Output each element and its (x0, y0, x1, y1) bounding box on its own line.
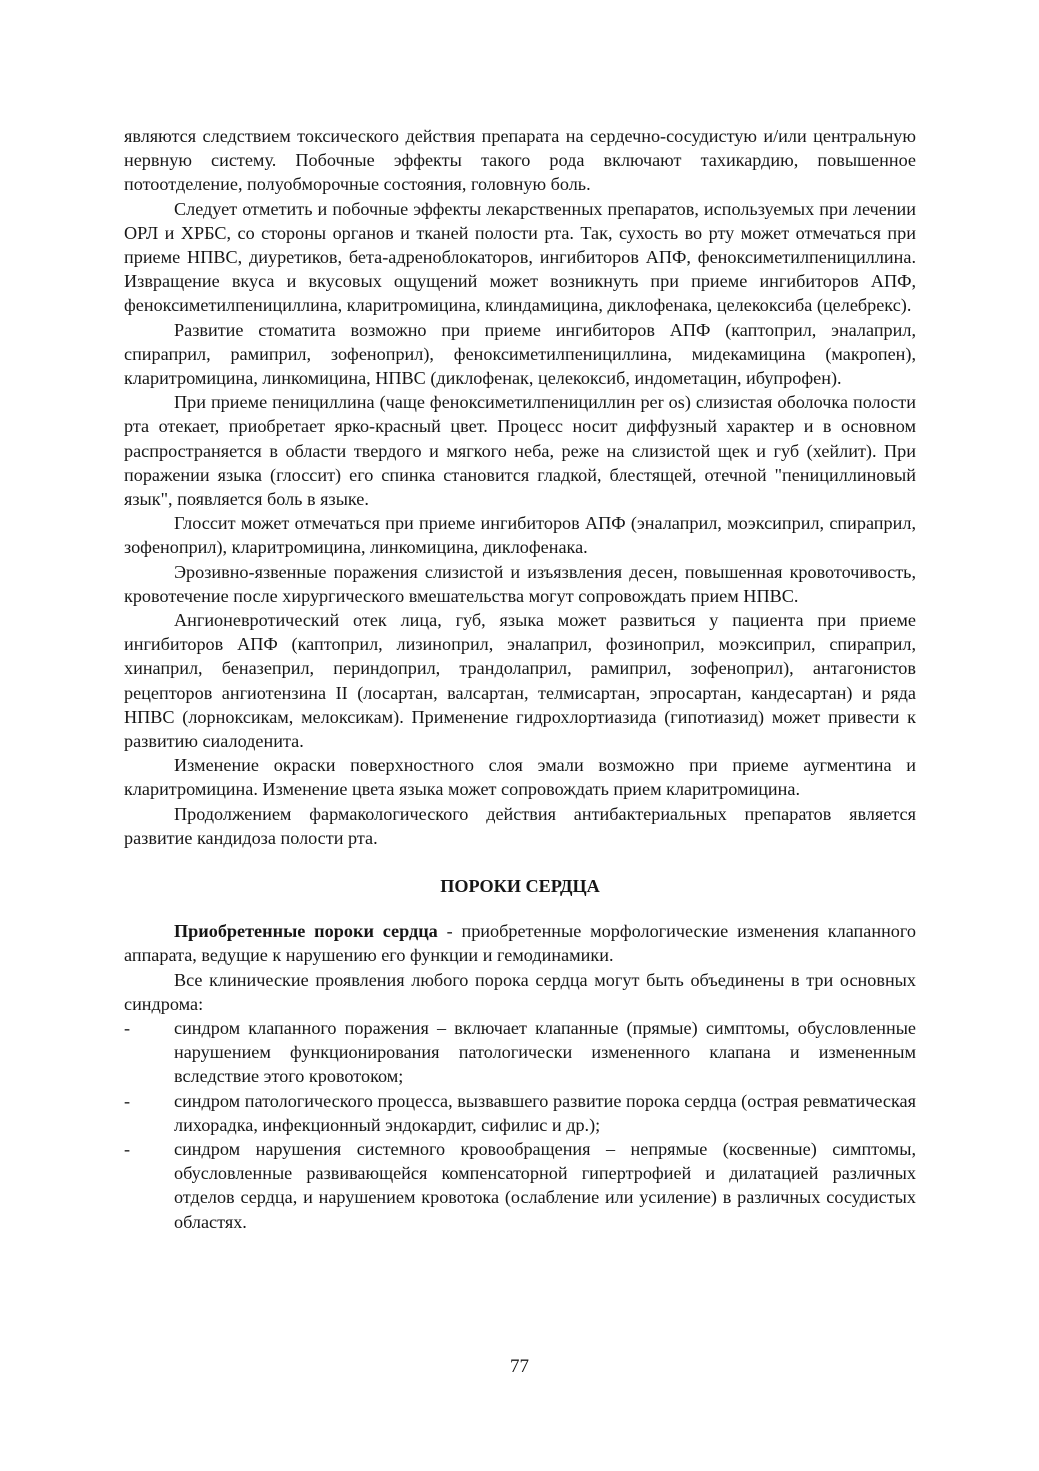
paragraph: При приеме пенициллина (чаще феноксиметилпенициллин per os) слизистая оболочка полости рта отекает, приобретает ярко-красный цвет. Процесс носит диффузный характер и в основном распространяется в области твердого и мягкого неба, реже на слизистой щек и губ (хейлит). При поражении языка (глоссит) его спинка становится гладкой, блестящей, отечной "пенициллиновый язык", появляется боль в языке. (124, 392, 916, 510)
definition-paragraph (124, 919, 916, 967)
list-dash: - (124, 1017, 131, 1038)
paragraph: Изменение окраски поверхностного слоя эмали возможно при приеме аугментина и кларитромицина. Изменение цвета языка может сопровождать прием кларитромицина. (124, 755, 916, 800)
list-item-text: синдром клапанного поражения – включает клапанные (прямые) симптомы, обусловленные нарушением функционирования патологически измененного клапана и измененным вследствие этого кровотоком; (174, 1017, 916, 1087)
paragraph: Эрозивно-язвенные поражения слизистой и изъязвления десен, повышенная кровоточивость, кровотечение после хирургического вмешательства могут сопровождать прием НПВС. (124, 561, 916, 606)
paragraph: являются следствием токсического действия препарата на сердечно-сосудистую и/или центральную нервную систему. Побочные эффекты такого рода включают тахикардию, повышенное потоотделение, полуобморочные состояния, головную боль. (124, 126, 916, 195)
syndromes-list (124, 1016, 916, 1234)
definition-term: Приобретенные пороки сердца (174, 921, 438, 942)
syndromes-intro: Все клинические проявления любого порока сердца могут быть объединены в три основных синдрома: (124, 969, 916, 1014)
list-item (124, 1137, 916, 1234)
paragraph: Развитие стоматита возможно при приеме ингибиторов АПФ (каптоприл, эналаприл, спираприл, рамиприл, зофеноприл), феноксиметилпенициллина, мидекамицина (макропен), кларитромицина, линкомицина, НПВС (диклофенак, целекоксиб, индометацин, ибупрофен). (124, 319, 916, 389)
section-heading: ПОРОКИ СЕРДЦА (440, 876, 600, 897)
list-item (124, 1089, 916, 1137)
list-item-text: синдром нарушения системного кровообращения – непрямые (косвенные) симптомы, обусловленные развивающейся компенсаторной гипертрофией и дилатацией различных отделов сердца, и нарушением кровотока (ослабление или усиление) в различных сосудистых областях. (174, 1138, 916, 1232)
definition-text: - приобретенные морфологические изменения клапанного аппарата, ведущие к нарушению его функции и гемодинамики. (124, 921, 916, 966)
paragraph: Ангионевротический отек лица, губ, языка может развиться у пациента при приеме ингибиторов АПФ (каптоприл, лизиноприл, эналаприл, фозиноприл, моэксиприл, спираприл, хинаприл, беназеприл, периндоприл, трандолаприл, рамиприл, зофеноприл), антагонистов рецепторов ангиотензина II (лосартан, валсартан, телмисартан, эпросартан, кандесартан) и ряда НПВС (лорноксикам, мелоксикам). Применение гидрохлортиазида (гипотиазид) может привести к развитию сиалоденита. (124, 610, 916, 752)
page-number: 77 (510, 1356, 529, 1377)
list-dash: - (124, 1138, 131, 1159)
paragraph: Глоссит может отмечаться при приеме ингибиторов АПФ (эналаприл, моэксиприл, спираприл, зофеноприл), кларитромицина, линкомицина, диклофенака. (124, 513, 916, 558)
paragraph: Продолжением фармакологического действия антибактериальных препаратов является развитие кандидоза полости рта. (124, 803, 916, 848)
list-dash: - (124, 1090, 131, 1111)
page-content (124, 124, 916, 1234)
list-item-text: синдром патологического процесса, вызвавшего развитие порока сердца (острая ревматическая лихорадка, инфекционный эндокардит, сифилис и др.); (174, 1090, 916, 1135)
list-item (124, 1016, 916, 1089)
paragraph: Следует отметить и побочные эффекты лекарственных препаратов, используемых при лечении ОРЛ и ХРБС, со стороны органов и тканей полости рта. Так, сухость во рту может отмечаться при приеме НПВС, диуретиков, бета-адреноблокаторов, ингибиторов АПФ, феноксиметилпенициллина. Извращение вкуса и вкусовых ощущений может возникнуть при приеме ингибиторов АПФ, феноксиметилпенициллина, кларитромицина, клиндамицина, диклофенака, целекоксиба (целебрекс). (124, 198, 916, 316)
